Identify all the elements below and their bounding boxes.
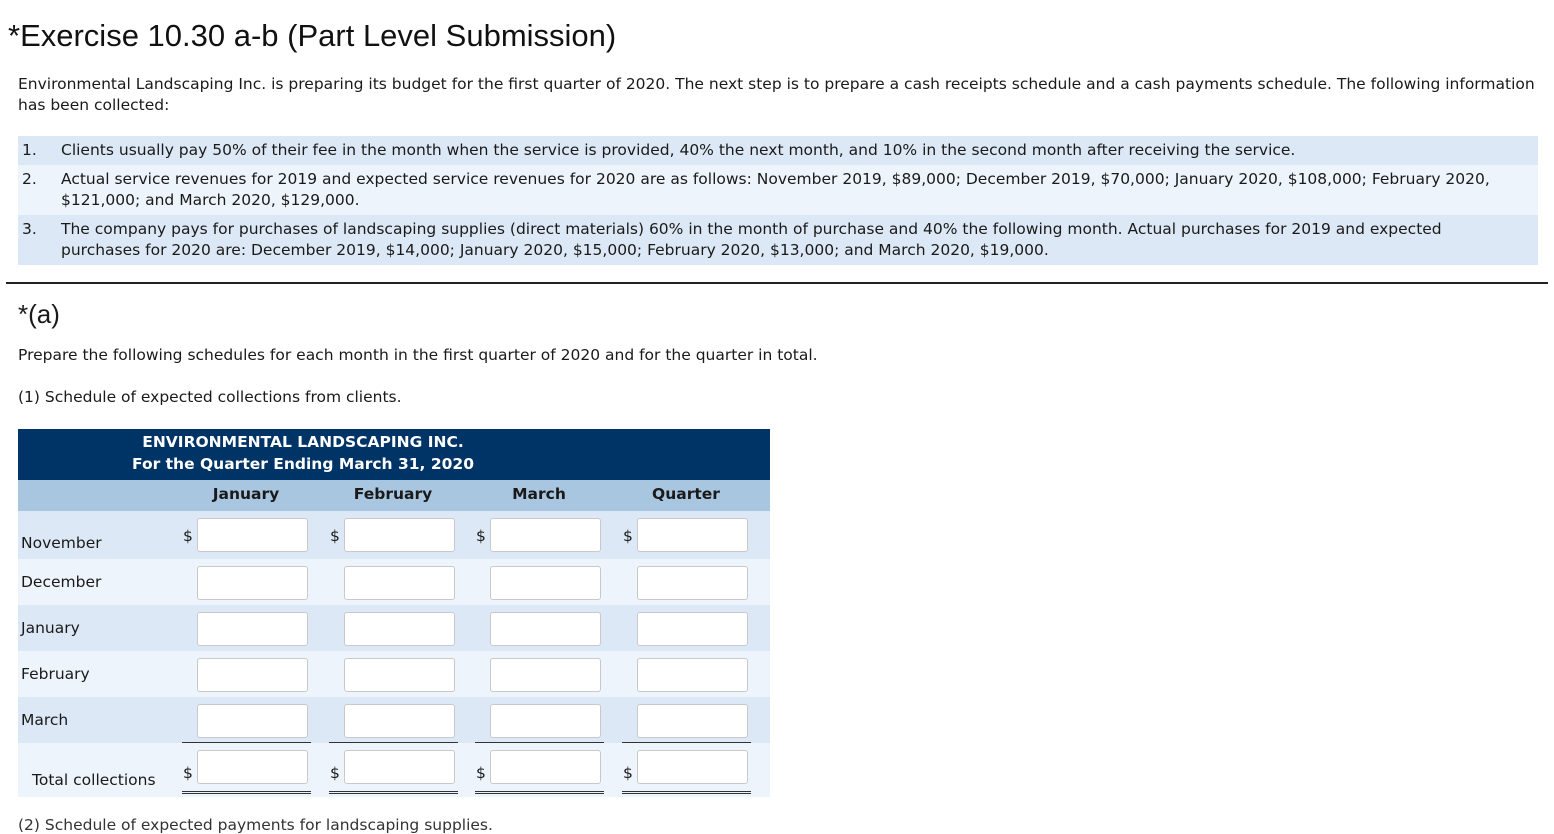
- dollar-sign: $: [183, 764, 193, 782]
- part-a-label: *(a): [18, 299, 60, 329]
- dollar-sign: $: [623, 527, 633, 545]
- total-quarter-input[interactable]: [637, 750, 748, 784]
- table-title-header: [18, 429, 770, 480]
- total-double-rule: [622, 791, 751, 794]
- fact-number: 3.: [22, 220, 37, 238]
- total-collections-label: Total collections: [32, 771, 156, 789]
- total-double-rule: [329, 791, 458, 794]
- november-quarter-input[interactable]: [637, 518, 748, 552]
- february-january-input[interactable]: [197, 658, 308, 692]
- column-header-row: [18, 480, 770, 511]
- table-row-november: [18, 511, 770, 559]
- schedule-1-label: (1) Schedule of expected collections from clients.: [18, 388, 402, 406]
- instruction-text: Prepare the following schedules for each month in the first quarter of 2020 and for the quarter in total.: [18, 346, 818, 364]
- table-row-total-collections: [18, 743, 770, 797]
- january-march-input[interactable]: [490, 612, 601, 646]
- december-march-input[interactable]: [490, 566, 601, 600]
- column-header-january: January: [212, 485, 280, 503]
- fact-text: Actual service revenues for 2019 and expected service revenues for 2020 are as follows: November 2019, $89,000; December 2019, $70,000; January 2020, $108,000; February 2020, $121,000; and March 2020, $129,000.: [61, 170, 1490, 209]
- table-row-december: [18, 559, 770, 605]
- january-quarter-input[interactable]: [637, 612, 748, 646]
- fact-text: The company pays for purchases of landscaping supplies (direct materials) 60% in the month of purchase and 40% the following month. Actual purchases for 2019 and expected purchases for 2020 are: December 2019, $14,000; January 2020, $15,000; February 2020, $13,000; and March 2020, $19,000.: [61, 220, 1442, 259]
- march-quarter-input[interactable]: [637, 704, 748, 738]
- march-january-input[interactable]: [197, 704, 308, 738]
- november-february-input[interactable]: [344, 518, 455, 552]
- november-march-input[interactable]: [490, 518, 601, 552]
- february-quarter-input[interactable]: [637, 658, 748, 692]
- february-february-input[interactable]: [344, 658, 455, 692]
- column-header-quarter: Quarter: [652, 485, 720, 503]
- january-february-input[interactable]: [344, 612, 455, 646]
- table-row-february: [18, 651, 770, 697]
- row-label: February: [21, 665, 90, 683]
- period-label: For the Quarter Ending March 31, 2020: [132, 455, 474, 473]
- fact-item: [18, 165, 1538, 215]
- row-label: January: [21, 619, 80, 637]
- december-february-input[interactable]: [344, 566, 455, 600]
- table-row-january: [18, 605, 770, 651]
- january-january-input[interactable]: [197, 612, 308, 646]
- schedule-2-label: (2) Schedule of expected payments for landscaping supplies.: [18, 816, 493, 834]
- row-label: November: [21, 534, 102, 552]
- dollar-sign: $: [623, 764, 633, 782]
- row-label: March: [21, 711, 69, 729]
- column-header-march: March: [512, 485, 566, 503]
- dollar-sign: $: [330, 764, 340, 782]
- dollar-sign: $: [476, 527, 486, 545]
- fact-number: 2.: [22, 170, 37, 188]
- fact-text: Clients usually pay 50% of their fee in the month when the service is provided, 40% the next month, and 10% in the second month after receiving the service.: [61, 141, 1296, 159]
- march-march-input[interactable]: [490, 704, 601, 738]
- exercise-title: *Exercise 10.30 a-b (Part Level Submission): [8, 18, 617, 53]
- february-march-input[interactable]: [490, 658, 601, 692]
- total-double-rule: [182, 791, 311, 794]
- fact-item: [18, 215, 1538, 265]
- total-march-input[interactable]: [490, 750, 601, 784]
- facts-list: [18, 136, 1538, 265]
- total-february-input[interactable]: [344, 750, 455, 784]
- column-header-february: February: [353, 485, 433, 503]
- november-january-input[interactable]: [197, 518, 308, 552]
- row-label: December: [21, 573, 102, 591]
- section-divider: [6, 282, 1548, 284]
- dollar-sign: $: [183, 527, 193, 545]
- collections-schedule-table: [18, 429, 770, 797]
- march-february-input[interactable]: [344, 704, 455, 738]
- table-row-march: [18, 697, 770, 743]
- dollar-sign: $: [330, 527, 340, 545]
- company-name: ENVIRONMENTAL LANDSCAPING INC.: [142, 433, 464, 451]
- fact-number: 1.: [22, 141, 37, 159]
- december-january-input[interactable]: [197, 566, 308, 600]
- december-quarter-input[interactable]: [637, 566, 748, 600]
- dollar-sign: $: [476, 764, 486, 782]
- intro-paragraph: Environmental Landscaping Inc. is preparing its budget for the first quarter of 2020. The next step is to prepare a cash receipts schedule and a cash payments schedule. The following information has been collected:: [18, 75, 1535, 114]
- fact-item: [18, 136, 1538, 165]
- total-january-input[interactable]: [197, 750, 308, 784]
- total-double-rule: [475, 791, 604, 794]
